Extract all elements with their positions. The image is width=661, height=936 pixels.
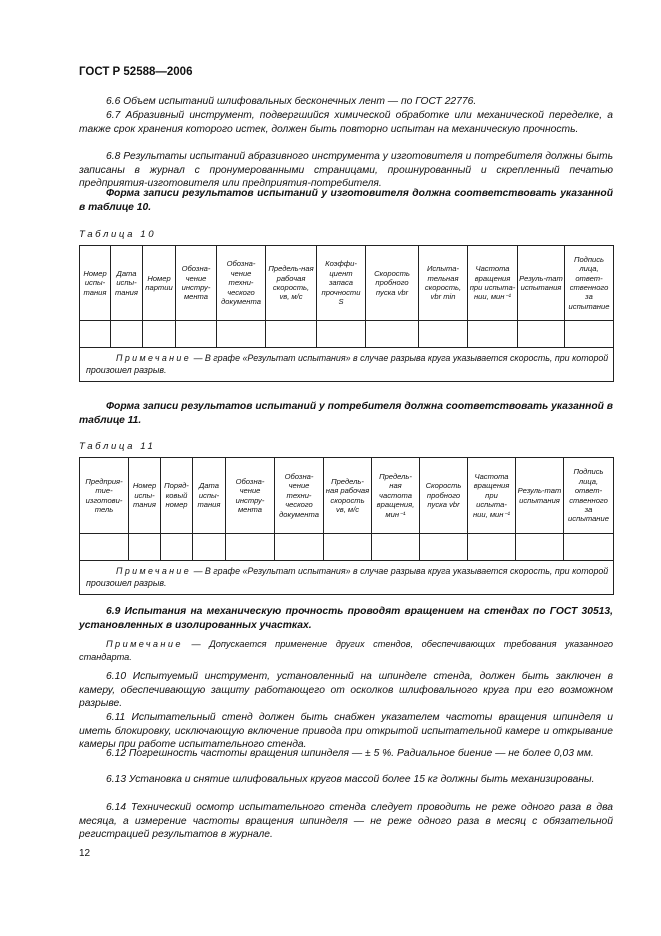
form-table-11-text: Форма записи результатов испытаний у потребителя должна соответствовать указанной в таблице 11. — [79, 401, 613, 426]
t11-header-8: Скорость пробного пуска vbr — [420, 458, 468, 534]
paragraph-6-10: 6.10 Испытуемый инструмент, установленный на шпинделе стенда, должен быть заключен в камеру, обеспечивающую защиту работающего от осколков шлифовального круга при его возможном разрыве. — [79, 671, 613, 710]
t10-header-9: Частота вращения при испыта-нии, мин⁻¹ — [468, 246, 518, 321]
t10-header-8: Испыта-тельная скорость, vbr min — [419, 246, 468, 321]
page-header: ГОСТ Р 52588—2006 — [79, 66, 193, 78]
t10-empty-row — [80, 321, 614, 348]
paragraph-6-7: 6.7 Абразивный инструмент, подвергшийся химической обработке или механической переделке, а также срок хранения которого истек, должен быть повторно испытан на механическую прочность. — [79, 110, 613, 135]
table-10 — [79, 245, 614, 382]
table-10-caption: Таблица 10 — [79, 229, 157, 240]
t10-note-text: — В графе «Результат испытания» в случае разрыва круга указывается скорость, при которой произошел разрыв. — [86, 353, 609, 376]
form-table-10-text: Форма записи результатов испытаний у изготовителя должна соответствовать указанной в таблице 10. — [79, 188, 613, 213]
t10-header-5: Предель-ная рабочая скорость, vв, м/с — [266, 246, 317, 321]
t11-header-1: Номер испы-тания — [129, 458, 161, 534]
note-6-9-label: Примечание — [106, 639, 183, 649]
t10-header-11: Подпись лица, ответ-ственного за испытание — [565, 246, 614, 321]
t10-header-0: Номер испы-тания — [80, 246, 111, 321]
table-11-caption: Таблица 11 — [79, 441, 156, 452]
paragraph-6-9: 6.9 Испытания на механическую прочность проводят вращением на стендах по ГОСТ 30513, установленных в изолированных участках. — [79, 606, 613, 631]
t10-header-10: Резуль-тат испытания — [518, 246, 565, 321]
t11-note — [80, 561, 614, 595]
t10-header-2: Номер партии — [143, 246, 176, 321]
table-11 — [79, 457, 614, 595]
t11-empty-row — [80, 534, 614, 561]
t11-header-2: Поряд-ковый номер — [161, 458, 193, 534]
t11-header-4: Обозна-чение инстру-мента — [226, 458, 275, 534]
note-6-9 — [79, 638, 613, 663]
paragraph-6-11: 6.11 Испытательный стенд должен быть снабжен указателем частоты вращения шпинделя и иметь блокировку, исключающую включение привода при открытой испытательной камере и открывание камеры при работе испытательного стенда. — [79, 712, 613, 751]
note-6-9-text: — Допускается применение других стендов, обеспечивающих требования указанного стандарта. — [79, 639, 613, 662]
paragraph-6-14: 6.14 Технический осмотр испытательного стенда следует проводить не реже одного раза в два месяца, а измерение частоты вращения шпинделя — не реже одного раза в месяц с обязательной регистрацией результатов в журнале. — [79, 802, 613, 841]
t10-header-4: Обозна-чение техни-ческого документа — [217, 246, 266, 321]
page-number: 12 — [79, 848, 91, 859]
t11-header-9: Частота вращения при испыта-нии, мин⁻¹ — [468, 458, 516, 534]
paragraph-6-6: 6.6 Объем испытаний шлифовальных бесконечных лент — по ГОСТ 22776. — [106, 96, 477, 107]
t11-header-6: Предель-ная рабочая скорость vв, м/с — [324, 458, 372, 534]
t11-note-text: — В графе «Результат испытания» в случае разрыва круга указывается скорость, при которой произошел разрыв. — [86, 566, 609, 589]
paragraph-6-8: 6.8 Результаты испытаний абразивного инструмента у изготовителя и потребителя должны быть записаны в журнал с пронумерованными страницами, прошнурованный и скрепленный печатью предприятия-изготовителя или предприятия-потребителя. — [79, 151, 613, 190]
paragraph-6-13: 6.13 Установка и снятие шлифовальных кругов массой более 15 кг должны быть механизированы. — [106, 774, 595, 785]
t11-header-3: Дата испы-тания — [193, 458, 226, 534]
t11-header-11: Подпись лица, ответ-ственного за испытание — [564, 458, 614, 534]
t11-note-label: Примечание — [116, 566, 192, 576]
t10-header-1: Дата испы-тания — [111, 246, 143, 321]
t10-header-3: Обозна-чение инстру-мента — [176, 246, 217, 321]
t10-header-6: Коэффи-циент запаса прочности S — [317, 246, 366, 321]
t11-header-7: Предель-ная частота вращения, мин⁻¹ — [372, 458, 420, 534]
t10-header-7: Скорость пробного пуска vbr — [366, 246, 419, 321]
t11-header-10: Резуль-тат испытания — [516, 458, 564, 534]
t11-header-0: Предприя-тие-изготови-тель — [80, 458, 129, 534]
t10-note — [80, 348, 614, 382]
paragraph-6-12: 6.12 Погрешность частоты вращения шпинделя — ± 5 %. Радиальное биение — не более 0,03 мм. — [106, 748, 594, 759]
t11-header-5: Обозна-чение техни-ческого документа — [275, 458, 324, 534]
t10-note-label: Примечание — [116, 353, 192, 363]
